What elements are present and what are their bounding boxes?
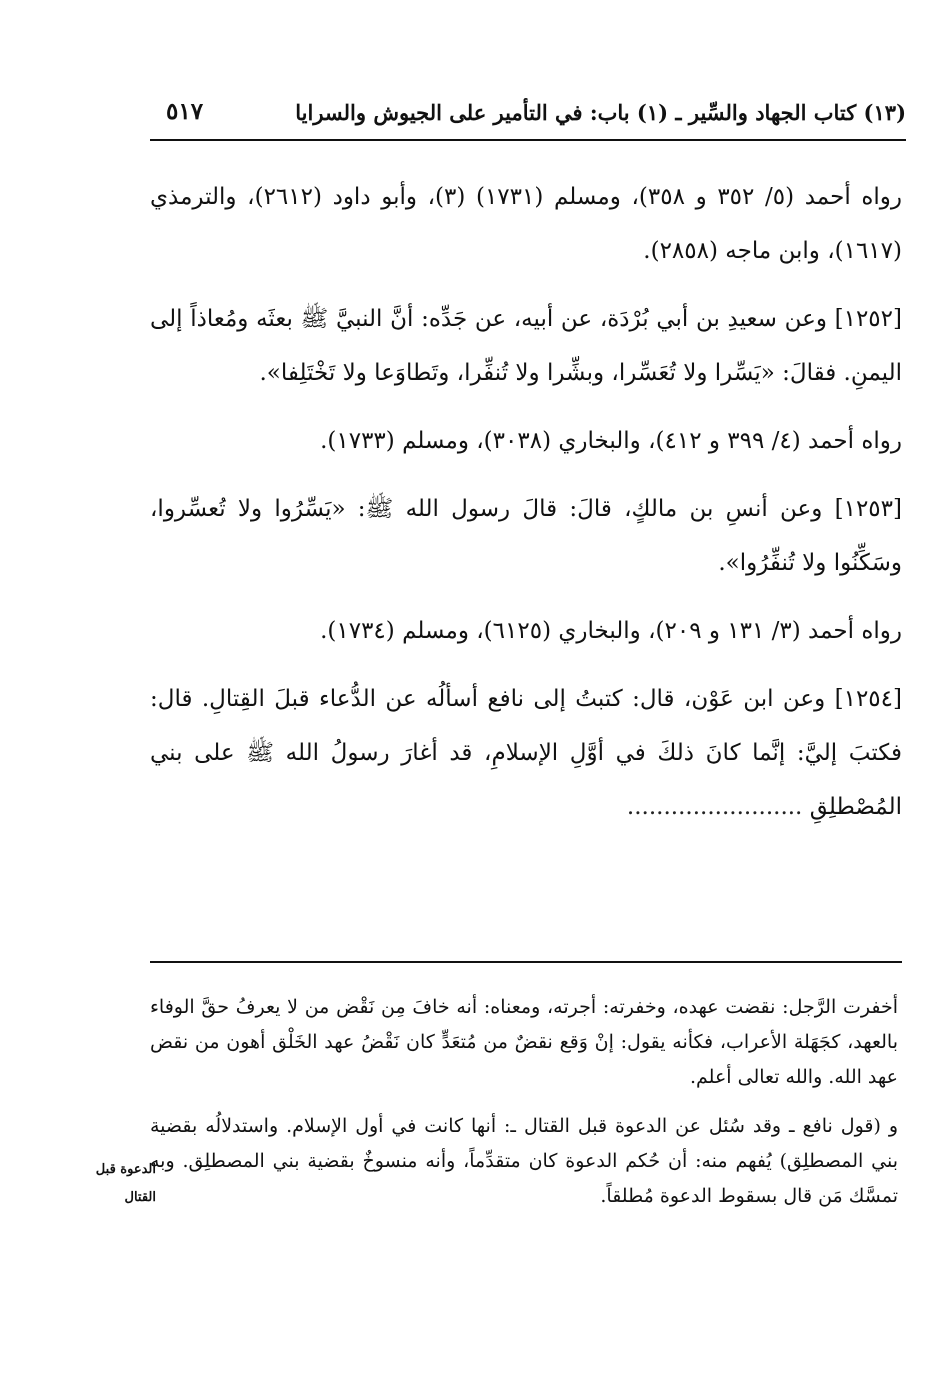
hadith-1251-source: رواه أحمد (٥/ ٣٥٢ و ٣٥٨)، ومسلم (١٧٣١) (٣)، وأبو داود (٢٦١٢)، والترمذي (١٦١٧)، وابن ماجه (٢٨٥٨).: [150, 184, 902, 264]
commentary: [150, 990, 898, 1228]
hadith-1252: [١٢٥٢] وعن سعيدِ بن أبي بُرْدَة، عن أبيه، عن جَدِّه: أنَّ النبيَّ ﷺ بعثَه ومُعاذاً إلى اليمنِ. فقالَ: «يَسِّرا ولا تُعَسِّرا، وبشِّرا ولا تُنفِّرا، وتَطاوَعا ولا تَخْتَلِفا».: [150, 306, 902, 386]
hadith-1254-text: [١٢٥٤] وعن ابن عَوْن، قال: كتبتُ إلى نافع أسألُه عن الدُّعاء قبلَ القِتالِ. قال: فكتبَ إليَّ: إنَّما كانَ ذلكَ في أوَّلِ الإسلامِ، قد أغارَ رسولُ الله ﷺ على بني المُصْطلِقِ: [150, 686, 902, 820]
margin-note-line-2: القتال: [124, 1190, 156, 1205]
hadith-1253-source: رواه أحمد (٣/ ١٣١ و ٢٠٩)، والبخاري (٦١٢٥)، ومسلم (١٧٣٤).: [320, 618, 902, 644]
hadith-1253: [١٢٥٣] وعن أنسِ بن مالكٍ، قالَ: قالَ رسول الله ﷺ: «يَسِّرُوا ولا تُعسِّروا، وسَكِّنُوا ولا تُنفِّرُوا».: [150, 496, 902, 576]
hadith-1252-source: رواه أحمد (٤/ ٣٩٩ و ٤١٢)، والبخاري (٣٠٣٨)، ومسلم (١٧٣٣).: [320, 428, 902, 454]
continuation-dots: ........................: [626, 794, 803, 820]
running-head: [150, 96, 906, 140]
header-rule: [150, 139, 906, 141]
commentary-paragraph-2: و (قول نافع ـ وقد سُئل عن الدعوة قبل القتال ـ: أنها كانت في أول الإسلام. واستدلالُه بقضية بني المصطلِق) يُفهم منه: أن حُكم الدعوة كان متقدِّماً، وأنه منسوخٌ بقضية بني المصطلِق. وبه تمسَّك مَن قال بسقوط الدعوة مُطلقاً.: [150, 1115, 898, 1207]
margin-note: [6, 1156, 156, 1212]
main-text: [150, 170, 902, 848]
margin-note-line-1: الدعوة قبل: [95, 1162, 156, 1177]
commentary-paragraph-1: أخفرت الرَّجل: نقضت عهده، وخفرته: أجرته، ومعناه: أنه خافَ مِن نَقْض من لا يعرفُ حقَّ الوفاء بالعهد، كجَهَلة الأعراب، فكأنه يقول: إنْ وَقع نقضٌ من مُتعَدٍّ كان نَقْضُ عهد الخَلْق أهون من نقض عهد الله. والله تعالى أعلم.: [150, 996, 898, 1088]
page-number: ٥١٧: [166, 98, 204, 125]
hadith-1254: [150, 672, 902, 834]
footnote-rule: [150, 961, 902, 963]
running-title: (١٣) كتاب الجهاد والسِّير ـ (١) باب: في التأمير على الجيوش والسرايا: [295, 100, 906, 125]
